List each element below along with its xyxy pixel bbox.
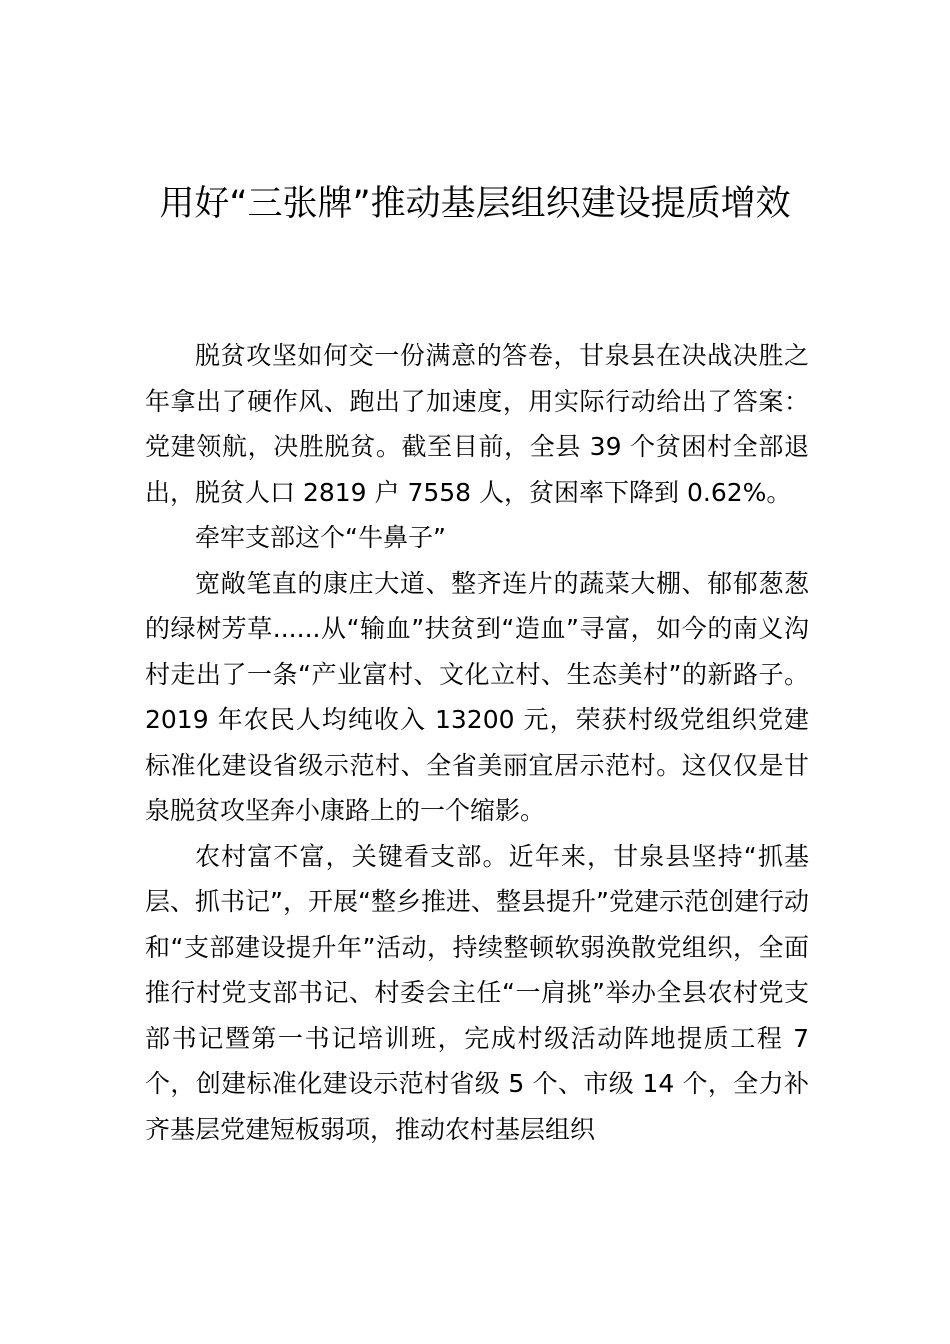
section-heading: 牵牢支部这个“牛鼻子” — [195, 523, 446, 552]
paragraph-branch: 农村富不富，关键看支部。近年来，甘泉县坚持“抓基层、抓书记”，开展“整乡推进、整县提升”党建示范创建行动和“支部建设提升年”活动，持续整顿软弱涣散党组织，全面推行村党支部书记、村委会主任“一肩挑”举办全县农村党支部书记暨第一书记培训班，完成村级活动阵地提质工程 7 个，创建标准化建设示范村省级 5 个、市级 14 个，全力补齐基层党建短板弱项，推动农村基层组织 — [145, 841, 809, 1144]
paragraph-nanyigou: 宽敞笔直的康庄大道、整齐连片的蔬菜大棚、郁郁葱葱的绿树芳草......从“输血”扶贫到“造血”寻富，如今的南义沟村走出了一条“产业富村、文化立村、生态美村”的新路子。2019 年农民人均纯收入 13200 元，荣获村级党组织党建标准化建设省级示范村、全省美丽宜居示范村。这仅仅是甘泉脱贫攻坚奔小康路上的一个缩影。 — [145, 568, 809, 825]
paragraph-intro: 脱贫攻坚如何交一份满意的答卷，甘泉县在决战决胜之年拿出了硬作风、跑出了加速度，用实际行动给出了答案：党建领航，决胜脱贫。截至目前，全县 39 个贫困村全部退出，脱贫人口 2819 户 7558 人，贫困率下降到 0.62%。 — [145, 341, 809, 507]
document-body — [145, 333, 809, 1152]
document-title: 用好“三张牌”推动基层组织建设提质增效 — [159, 184, 791, 224]
